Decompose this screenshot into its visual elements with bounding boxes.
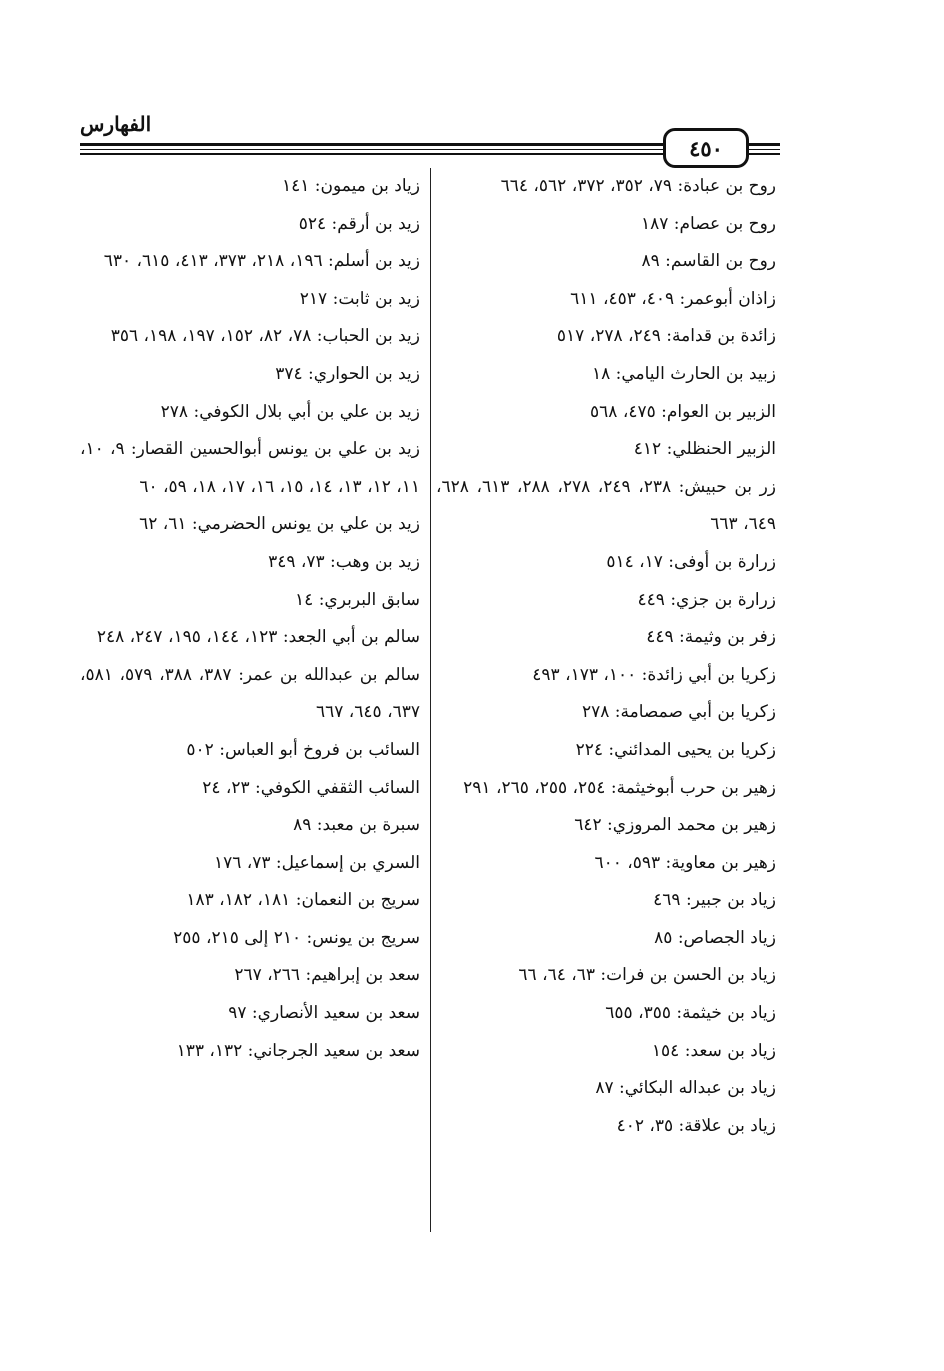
index-entry: زيد بن ثابت: ٢١٧ [299, 288, 420, 309]
page-header [80, 112, 780, 162]
index-entry: زهير بن معاوية: ٥٩٣، ٦٠٠ [594, 852, 776, 873]
index-entry: زياد بن سعد: ١٥٤ [651, 1040, 776, 1061]
index-entry: سبرة بن معبد: ٨٩ [293, 815, 420, 836]
index-entry: سعد بن سعيد الجرجاني: ١٣٢، ١٣٣ [176, 1040, 420, 1061]
index-entry: سابق البربري: ١٤ [295, 589, 420, 610]
index-entry: زهير بن محمد المروزي: ٦٤٢ [574, 815, 776, 836]
index-entry: زيد بن أرقم: ٥٢٤ [298, 213, 420, 234]
index-entry: الزبير الحنظلي: ٤١٢ [633, 439, 776, 460]
index-entry: زياد بن علاقة: ٣٥، ٤٠٢ [616, 1115, 776, 1136]
index-entry: سالم بن أبي الجعد: ١٢٣، ١٤٤، ١٩٥، ٢٤٧، ٢٤٨ [96, 627, 420, 648]
index-column-right [436, 168, 776, 1145]
index-entry: روح بن القاسم: ٨٩ [641, 251, 776, 272]
index-entry: زرارة بن أوفى: ١٧، ٥١٤ [606, 551, 776, 572]
index-entry: زيد بن علي بن يونس الحضرمي: ٦١، ٦٢ [139, 514, 420, 535]
index-entry: زيد بن الحباب: ٧٨، ٨٢، ١٥٢، ١٩٧، ١٩٨، ٣٥٦ [110, 326, 420, 347]
index-entry: سريج بن يونس: ٢١٠ إلى ٢١٥، ٢٥٥ [173, 927, 420, 948]
index-entry: السري بن إسماعيل: ٧٣، ١٧٦ [213, 852, 420, 873]
index-entry: السائب الثقفي الكوفي: ٢٣، ٢٤ [202, 777, 420, 798]
index-entry: سعد بن إبراهيم: ٢٦٦، ٢٦٧ [234, 965, 420, 986]
column-divider [430, 168, 431, 1232]
index-entry: زبيد بن الحارث اليامي: ١٨ [591, 363, 776, 384]
index-entry: زياد الجصاص: ٨٥ [654, 927, 776, 948]
index-entry: زياد بن الحسن بن فرات: ٦٣، ٦٤، ٦٦ [518, 965, 776, 986]
page-number: ٤٥٠ [663, 128, 749, 168]
index-entry: زيد بن الحواري: ٣٧٤ [275, 363, 420, 384]
index-entry: زكريا بن أبي صمصامة: ٢٧٨ [581, 702, 776, 723]
running-title: الفهارس [80, 112, 152, 136]
index-entry: زهير بن حرب أبوخيثمة: ٢٥٤، ٢٥٥، ٢٦٥، ٢٩١ [463, 777, 776, 798]
index-entry: زياد بن ميمون: ١٤١ [281, 176, 420, 196]
index-entry: روح بن عبادة: ٧٩، ٣٥٢، ٣٧٢، ٥٦٢، ٦٦٤ [500, 176, 776, 196]
index-entry: زيد بن وهب: ٧٣، ٣٤٩ [268, 551, 420, 572]
index-entry: زائدة بن قدامة: ٢٤٩، ٢٧٨، ٥١٧ [556, 326, 776, 347]
index-entry: زكريا بن أبي زائدة: ١٠٠، ١٧٣، ٤٩٣ [532, 664, 776, 685]
index-entry: السائب بن فروخ أبو العباس: ٥٠٢ [186, 739, 420, 760]
index-entry: زياد بن عبداله البكائي: ٨٧ [595, 1078, 776, 1099]
index-entry: زيد بن أسلم: ١٩٦، ٢١٨، ٣٧٣، ٤١٣، ٦١٥، ٦٣٠ [103, 251, 420, 272]
index-entry: روح بن عصام: ١٨٧ [640, 213, 776, 234]
index-entry: زيد بن علي بن أبي بلال الكوفي: ٢٧٨ [160, 401, 420, 422]
index-entry: سريج بن النعمان: ١٨١، ١٨٢، ١٨٣ [186, 890, 420, 911]
index-entry: زياد بن جبير: ٤٦٩ [653, 890, 776, 911]
index-entry: زاذان أبوعمر: ٤٠٩، ٤٥٣، ٦١١ [570, 288, 776, 309]
index-entry: زر بن حبيش: ٢٣٨، ٢٤٩، ٢٧٨، ٢٨٨، ٦١٣، ٦٢٨، ٦٤٩، ٦٦٣ [436, 476, 776, 535]
index-entry: زيد بن علي بن يونس أبوالحسين القصار: ٩، ١٠، ١١، ١٢، ١٣، ١٤، ١٥، ١٦، ١٧، ١٨، ٥٩، ٦٠ [80, 439, 421, 497]
index-entry: الزبير بن العوام: ٤٧٥، ٥٦٨ [590, 401, 776, 422]
index-entry: زكريا بن يحيى المدائني: ٢٢٤ [575, 739, 776, 760]
index-entry: سعد بن سعيد الأنصاري: ٩٧ [228, 1003, 420, 1024]
index-entry: زفر بن وثيمة: ٤٤٩ [646, 627, 776, 648]
index-column-left [80, 168, 420, 1070]
index-entry: زياد بن خيثمة: ٣٥٥، ٦٥٥ [605, 1003, 776, 1024]
index-entry: سالم بن عبدالله بن عمر: ٣٨٧، ٣٨٨، ٥٧٩، ٥٨١، ٦٣٧، ٦٤٥، ٦٦٧ [80, 664, 420, 723]
index-entry: زرارة بن جزي: ٤٤٩ [637, 589, 776, 610]
